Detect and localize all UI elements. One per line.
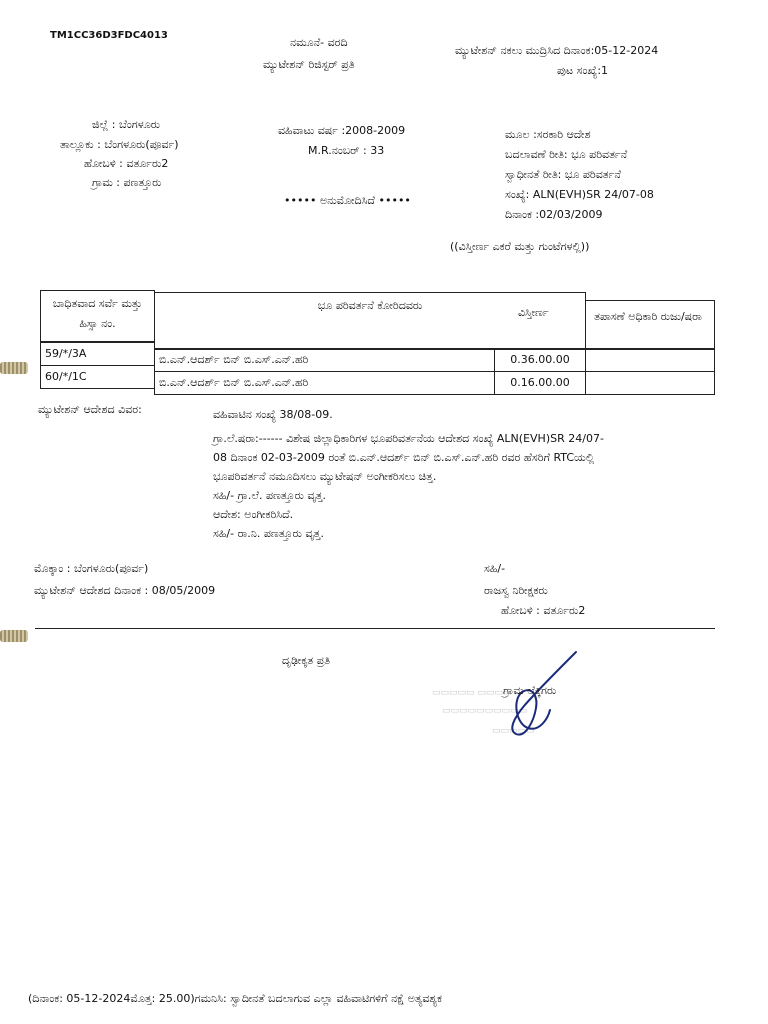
table-row-officer xyxy=(585,348,715,372)
acquire-method: ಸ್ವಾಧೀನತೆ ರೀತಿ: ಭೂ ಪರಿವರ್ತನೆ xyxy=(505,168,621,181)
table-row-applicant: ಬಿ.ಎನ್.ಆದರ್ಶ್ ಬಿನ್ ಬಿ.ಎಸ್.ಎನ್.ಹರಿ xyxy=(154,348,495,372)
remark-line-2: 08 ದಿನಾಂಕ 02-03-2009 ರಂತೆ ಬಿ.ಎನ್.ಆದರ್ಶ್ ಬಿನ್ ಬಿ.ಎಸ್.ಎನ್.ಹರಿ ರವರ ಹೆಸರಿಗೆ RTCಯಲ್ಲಿ xyxy=(213,451,595,464)
certified-copy: ದೃಢೀಕೃತ ಪ್ರತಿ xyxy=(282,654,331,667)
faint-stamp: ▭▭▭▭▭▭▭▭▭▭ xyxy=(442,706,528,716)
bottom-note: (ದಿನಾಂಕ: 05-12-2024ಮೊತ್ತ: 25.00)ಗಮನಿಸಿ: ಸ್ವಾದೀನತೆ ಬದಲಾಗುವ ಎಲ್ಲಾ ವಹಿವಾಟಿಗಳಿಗೆ ನಕ್ಷೆ ಅತ್ಯವಶ್ಯಕ xyxy=(28,992,442,1005)
remark-line-3: ಭೂಪರಿವರ್ತನೆ ನಮೂದಿಸಲು ಮ್ಯುಟೇಷನ್ ಅಂಗೀಕರಿಸಲು ಚಿತ್ತ. xyxy=(213,470,437,483)
table-row-applicant: ಬಿ.ಎನ್.ಆದರ್ಶ್ ಬಿನ್ ಬಿ.ಎಸ್.ಎನ್.ಹರಿ xyxy=(154,371,495,395)
order-details-label: ಮ್ಯುಟೇಶನ್ ಆದೇಶದ ವಿವರ: xyxy=(38,403,142,416)
faint-stamp: ▭▭▭▭▭ xyxy=(492,726,535,736)
revenue-inspector: ರಾಜಸ್ವ ನಿರೀಕ್ಷಕರು xyxy=(484,584,548,597)
staple-mark xyxy=(0,362,28,374)
village-accountant: ಗ್ರಾಮ ಲೆಕ್ಕಿಗರು xyxy=(503,684,557,697)
taluk: ತಾಲ್ಲೂಕು : ಬೆಂಗಳೂರು(ಪೂರ್ವ) xyxy=(60,138,179,151)
table-row-area: 0.36.00.00 xyxy=(494,348,586,372)
header-survey: ಬಾಧಿತವಾದ ಸರ್ವೆ ಮತ್ತು ಹಿಸ್ಸಾ ನಂ. xyxy=(40,290,155,342)
mr-number: M.R.ನಂಬರ್ : 33 xyxy=(308,144,385,157)
header-applicant: ಭೂ ಪರಿವರ್ತನೆ ಕೋರಿದವರು xyxy=(154,292,586,350)
page-number: ಪುಟ ಸಂಖ್ಯೆ:1 xyxy=(557,64,609,77)
hobli: ಹೋಬಳಿ : ವರ್ತೂರು2 xyxy=(84,157,169,170)
staple-mark xyxy=(0,630,28,642)
origin: ಮೂಲ :ಸರಕಾರಿ ಆದೇಶ xyxy=(505,128,591,141)
mutation-order-date: ಮ್ಯುಟೇಶನ್ ಆದೇಶದ ದಿನಾಂಕ : 08/05/2009 xyxy=(34,584,216,597)
approved-status: ••••• ಅನುಮೋದಿಸಿದೆ ••••• xyxy=(284,194,411,207)
remark-line-4: ಸಹಿ/- ಗ್ರಾ.ಲೆ. ಪಣತ್ತೂರು ವೃತ್ತ. xyxy=(213,489,327,502)
district: ಜಿಲ್ಲೆ : ಬೆಂಗಳೂರು xyxy=(92,118,161,131)
header-officer: ತಪಾಸಣೆ ಅಧಿಕಾರಿ ರುಜು/ಷರಾ xyxy=(594,310,702,323)
form-title: ನಮೂನೆ- ವರದಿ xyxy=(290,36,348,49)
form-subtitle: ಮ್ಯುಟೇಶನ್ ರಿಜಿಸ್ಟರ್ ಪ್ರತಿ xyxy=(263,58,355,71)
faint-stamp: ▭▭▭▭▭ ▭▭▭▭ xyxy=(432,688,512,698)
transaction-number: ವಹಿವಾಟಿನ ಸಂಖ್ಯೆ 38/08-09. xyxy=(213,408,333,421)
table-row-survey: 60/*/1C xyxy=(40,365,155,389)
table-row-area: 0.16.00.00 xyxy=(494,371,586,395)
print-date: ಮ್ಯುಟೇಶನ್ ನಕಲು ಮುದ್ರಿಸಿದ ದಿನಾಂಕ:05-12-2024 xyxy=(455,44,659,57)
remark-line-1: ಗ್ರಾ.ಲೆ.ಷರಾ:------ ವಿಶೇಷ ಜಿಲ್ಲಾಧಿಕಾರಿಗಳ ಭೂಪರಿವರ್ತನೆಯ ಆದೇಶದ ಸಂಖ್ಯೆ ALN(EVH)SR 24/07- xyxy=(213,432,604,445)
change-method: ಬದಲಾವಣೆ ರೀತಿ: ಭೂ ಪರಿವರ್ತನೆ xyxy=(505,148,628,161)
signature-mark: ಸಹಿ/- xyxy=(484,562,506,575)
order-date: ದಿನಾಂಕ :02/03/2009 xyxy=(505,208,603,221)
transaction-year: ವಹಿವಾಟು ವರ್ಷ :2008-2009 xyxy=(278,124,406,137)
area-unit-note: ((ವಿಸ್ತೀರ್ಣ ಎಕರೆ ಮತ್ತು ಗುಂಟೆಗಳಲ್ಲಿ)) xyxy=(450,240,590,253)
footer-hobli: ಹೋಬಳಿ : ವರ್ತೂರು2 xyxy=(501,604,586,617)
header-officer-area xyxy=(585,300,715,350)
divider xyxy=(35,628,715,629)
header-area: ವಿಸ್ತೀರ್ಣ xyxy=(518,306,549,319)
camp-location: ಮೊಕ್ಕಾಂ : ಬೆಂಗಳೂರು(ಪೂರ್ವ) xyxy=(34,562,149,575)
village: ಗ್ರಾಮ : ಪಣತ್ತೂರು xyxy=(92,176,162,189)
order-number: ಸಂಖ್ಯೆ: ALN(EVH)SR 24/07-08 xyxy=(505,188,654,201)
document-id: TM1CC36D3FDC4013 xyxy=(50,30,168,41)
table-row-officer xyxy=(585,371,715,395)
remark-line-5: ಆದೇಶ: ಅಂಗೀಕರಿಸಿದೆ. xyxy=(213,508,294,521)
table-row-survey: 59/*/3A xyxy=(40,342,155,366)
remark-line-6: ಸಹಿ/- ರಾ.ನಿ. ಪಣತ್ತೂರು ವೃತ್ತ. xyxy=(213,527,324,540)
